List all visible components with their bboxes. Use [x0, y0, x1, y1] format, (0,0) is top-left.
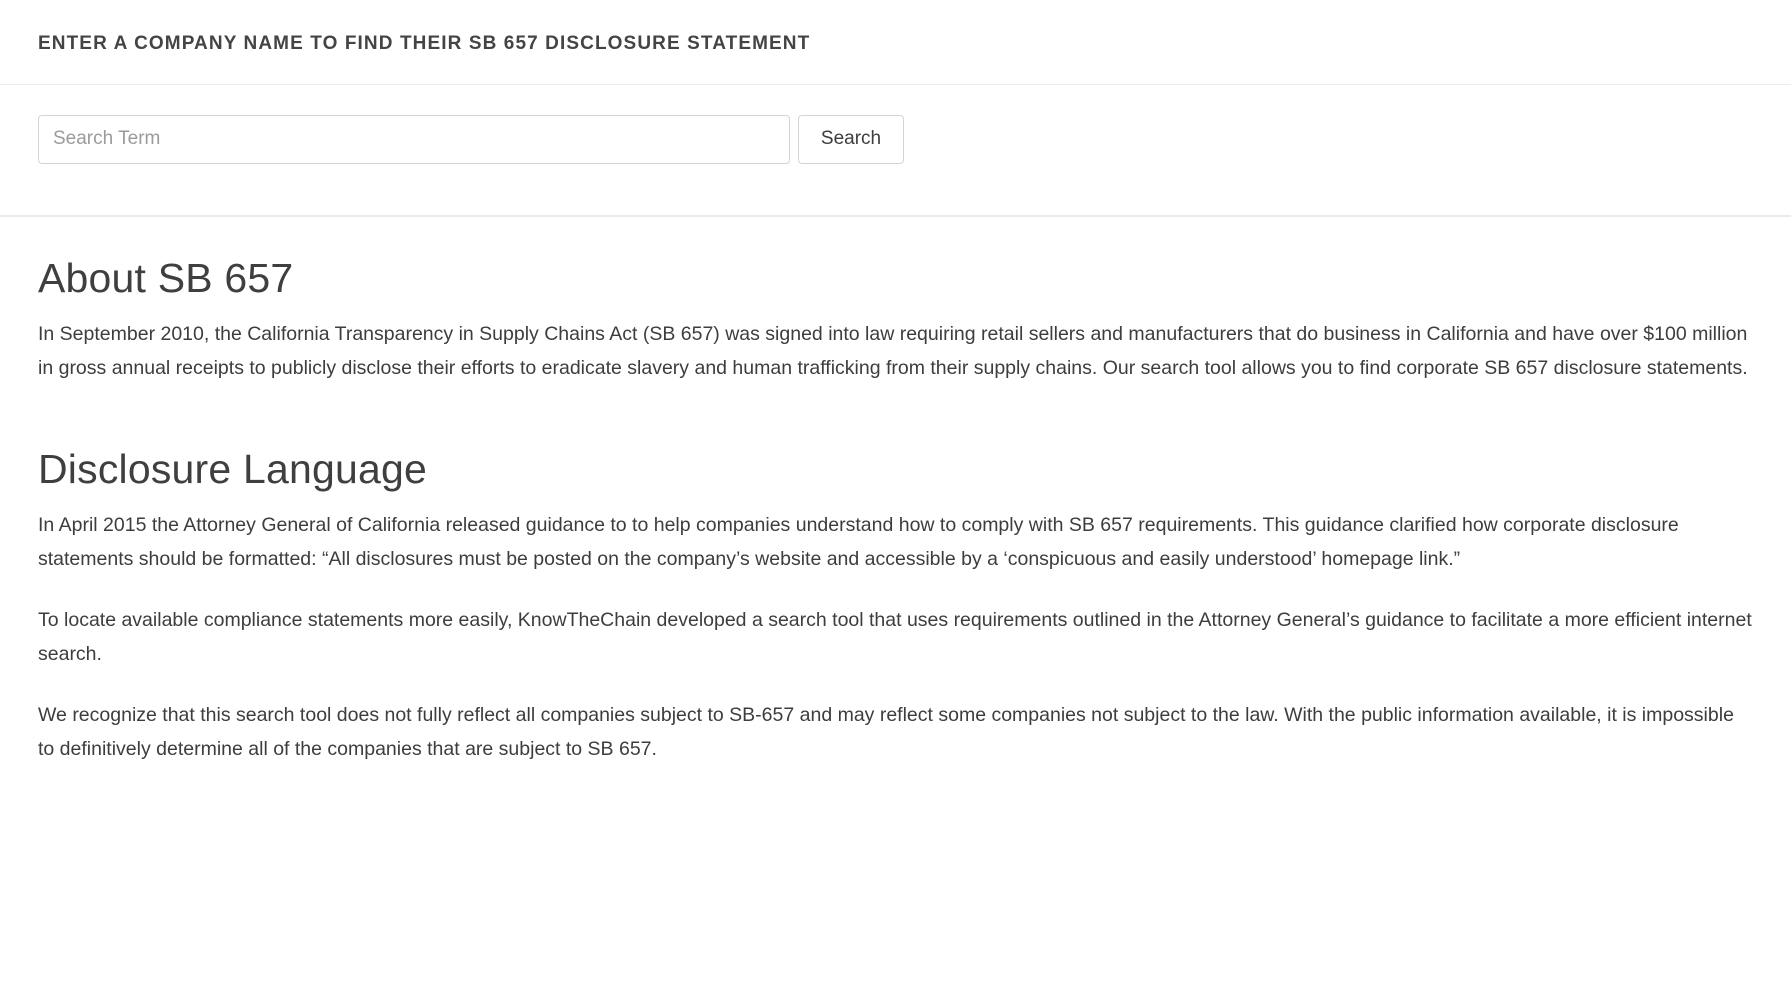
main-content [0, 217, 1791, 807]
disclosure-language-paragraph-2: To locate available compliance statements more easily, KnowTheChain developed a search tool that uses requirements outlined in the Attorney General’s guidance to facilitate a more efficient internet search. [38, 608, 1752, 665]
search-heading: ENTER A COMPANY NAME TO FIND THEIR SB 657 DISCLOSURE STATEMENT [38, 33, 811, 54]
disclosure-language-paragraph-1: In April 2015 the Attorney General of California released guidance to to help companies understand how to comply with SB 657 requirements. This guidance clarified how corporate disclosure statements should be formatted: “All disclosures must be posted on the company’s website and accessible by a ‘conspicuous and easily understood’ homepage link.” [38, 514, 1679, 570]
search-section [0, 0, 1791, 216]
disclosure-language-title: Disclosure Language [38, 445, 427, 492]
disclosure-language-paragraph-3: We recognize that this search tool does not fully reflect all companies subject to SB-657 and may reflect some companies not subject to the law. With the public information available, it is impossible to definitively determine all of the companies that are subject to SB 657. [38, 703, 1734, 760]
about-sb657-paragraph: In September 2010, the California Transparency in Supply Chains Act (SB 657) was signed into law requiring retail sellers and manufacturers that do business in California and have over $100 million in gross annual receipts to publicly disclose their efforts to eradicate slavery and human trafficking from their supply chains. Our search tool allows you to find corporate SB 657 disclosure statements. [38, 322, 1748, 379]
search-button[interactable]: Search [798, 115, 904, 164]
about-sb657-title: About SB 657 [38, 254, 294, 301]
search-form [0, 85, 1791, 150]
search-input[interactable] [38, 115, 790, 164]
